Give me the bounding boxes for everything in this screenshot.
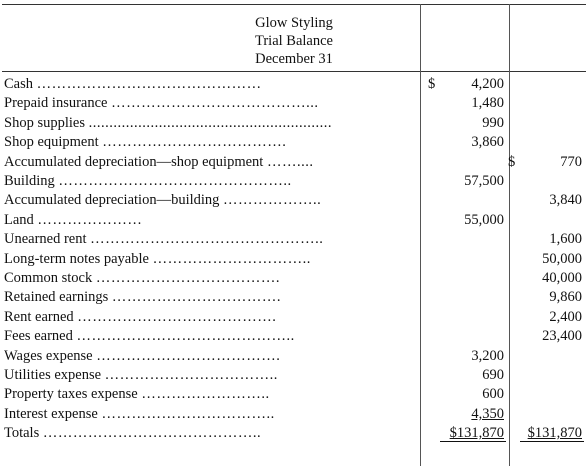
table-row [0,191,588,209]
header-rule [2,71,586,72]
account-name: Interest expense [4,405,98,422]
account-cell [4,385,270,403]
account-name: Utilities expense [4,367,102,383]
table-row [0,269,588,287]
account-cell [4,308,276,326]
account-name: Common stock [4,270,93,286]
account-cell [4,288,281,306]
leader-dots: ………………… [37,211,143,228]
credit-amount: 3,840 [549,192,582,209]
company-name: Glow Styling [255,15,333,31]
account-cell [4,211,142,229]
debit-amount: 4,200 [471,76,504,92]
account-name: Land [4,211,34,228]
leader-dots: ……………….. [223,192,322,209]
debit-amount: 3,860 [471,134,504,151]
account-name: Fees earned [4,328,73,345]
leader-dots: …….... [266,153,314,170]
credit-sum-rule [520,441,584,442]
account-cell [4,424,261,442]
top-rule [2,4,586,5]
debit-amount: 3,200 [471,347,504,364]
debit-amount: 1,480 [471,95,504,112]
table-row [0,385,588,403]
account-name: Unearned rent [4,231,87,248]
table-row [0,75,588,93]
leader-dots: …………………………………….. [42,425,262,442]
account-name: Building [4,173,55,189]
credit-dollar-sign: $ [508,153,516,170]
statement-title: Trial Balance [255,33,333,49]
credit-amount: 1,600 [549,231,582,248]
table-row [0,172,588,190]
account-cell [4,191,321,209]
table-row [0,250,588,268]
leader-dots: ………………………………. [96,347,281,364]
leader-dots: ……………………………………… [36,76,262,92]
account-name: Retained earnings [4,289,109,306]
table-row [0,347,588,365]
leader-dots: ........................................................... [88,114,332,131]
credit-amount: 2,400 [549,308,582,325]
leader-dots: ………………………………. [102,134,287,151]
account-cell [4,114,332,132]
table-row [0,327,588,345]
statement-date: December 31 [255,51,333,67]
account-cell [4,269,280,287]
debit-amount: $131,870 [449,425,504,442]
account-name: Wages expense [4,347,93,364]
leader-dots: ……………………………………….. [90,231,324,248]
table-row [0,114,588,132]
leader-dots: …………………………………. [77,308,277,325]
account-cell [4,250,311,268]
table-row [0,153,588,171]
account-cell [4,366,278,384]
leader-dots: …………………….. [141,386,270,403]
account-cell [4,347,280,365]
credit-amount: 50,000 [542,250,582,267]
debit-amount: 55,000 [464,211,504,228]
account-cell [4,405,275,423]
leader-dots: …………………………….. [101,405,275,422]
leader-dots: ……………………………. [111,289,282,306]
leader-dots: …………………………….. [104,367,278,383]
account-cell [4,172,292,190]
table-row [0,94,588,112]
account-name: Cash [4,76,33,92]
debit-amount: 57,500 [464,173,504,189]
account-cell [4,94,318,112]
account-name: Rent earned [4,308,74,325]
credit-amount: 770 [560,153,582,170]
leader-dots: ………………………….. [152,250,311,267]
table-row [0,133,588,151]
table-row [0,230,588,248]
table-row [0,308,588,326]
account-name: Long-term notes payable [4,250,149,267]
debit-amount: 4,350 [471,405,504,422]
credit-amount: $131,870 [527,425,582,442]
account-cell [4,327,295,345]
debit-amount: 600 [482,386,504,403]
debit-sum-rule [440,441,506,442]
account-name: Totals [4,425,40,442]
leader-dots: ………………………………. [95,270,280,286]
credit-amount: 9,860 [549,289,582,306]
table-row [0,288,588,306]
credit-amount: 23,400 [542,328,582,345]
account-name: Accumulated depreciation—building [4,192,220,209]
credit-amount: 40,000 [542,270,582,286]
debit-amount: 690 [482,367,504,383]
debit-dollar-sign: $ [428,76,436,92]
leader-dots: …………………………………….. [76,328,295,345]
account-name: Shop supplies [4,114,85,131]
account-cell [4,75,262,93]
account-cell [4,133,286,151]
account-name: Prepaid insurance [4,95,108,112]
account-name: Accumulated depreciation—shop equipment [4,153,264,170]
table-row [0,366,588,384]
account-cell [4,153,313,171]
table-row [0,405,588,423]
table-row [0,211,588,229]
account-name: Shop equipment [4,134,99,151]
leader-dots: ……………………………………….. [58,173,292,189]
debit-amount: 990 [482,114,504,131]
account-name: Property taxes expense [4,386,138,403]
table-row [0,424,588,442]
leader-dots: …………………………………... [111,95,319,112]
account-cell [4,230,323,248]
